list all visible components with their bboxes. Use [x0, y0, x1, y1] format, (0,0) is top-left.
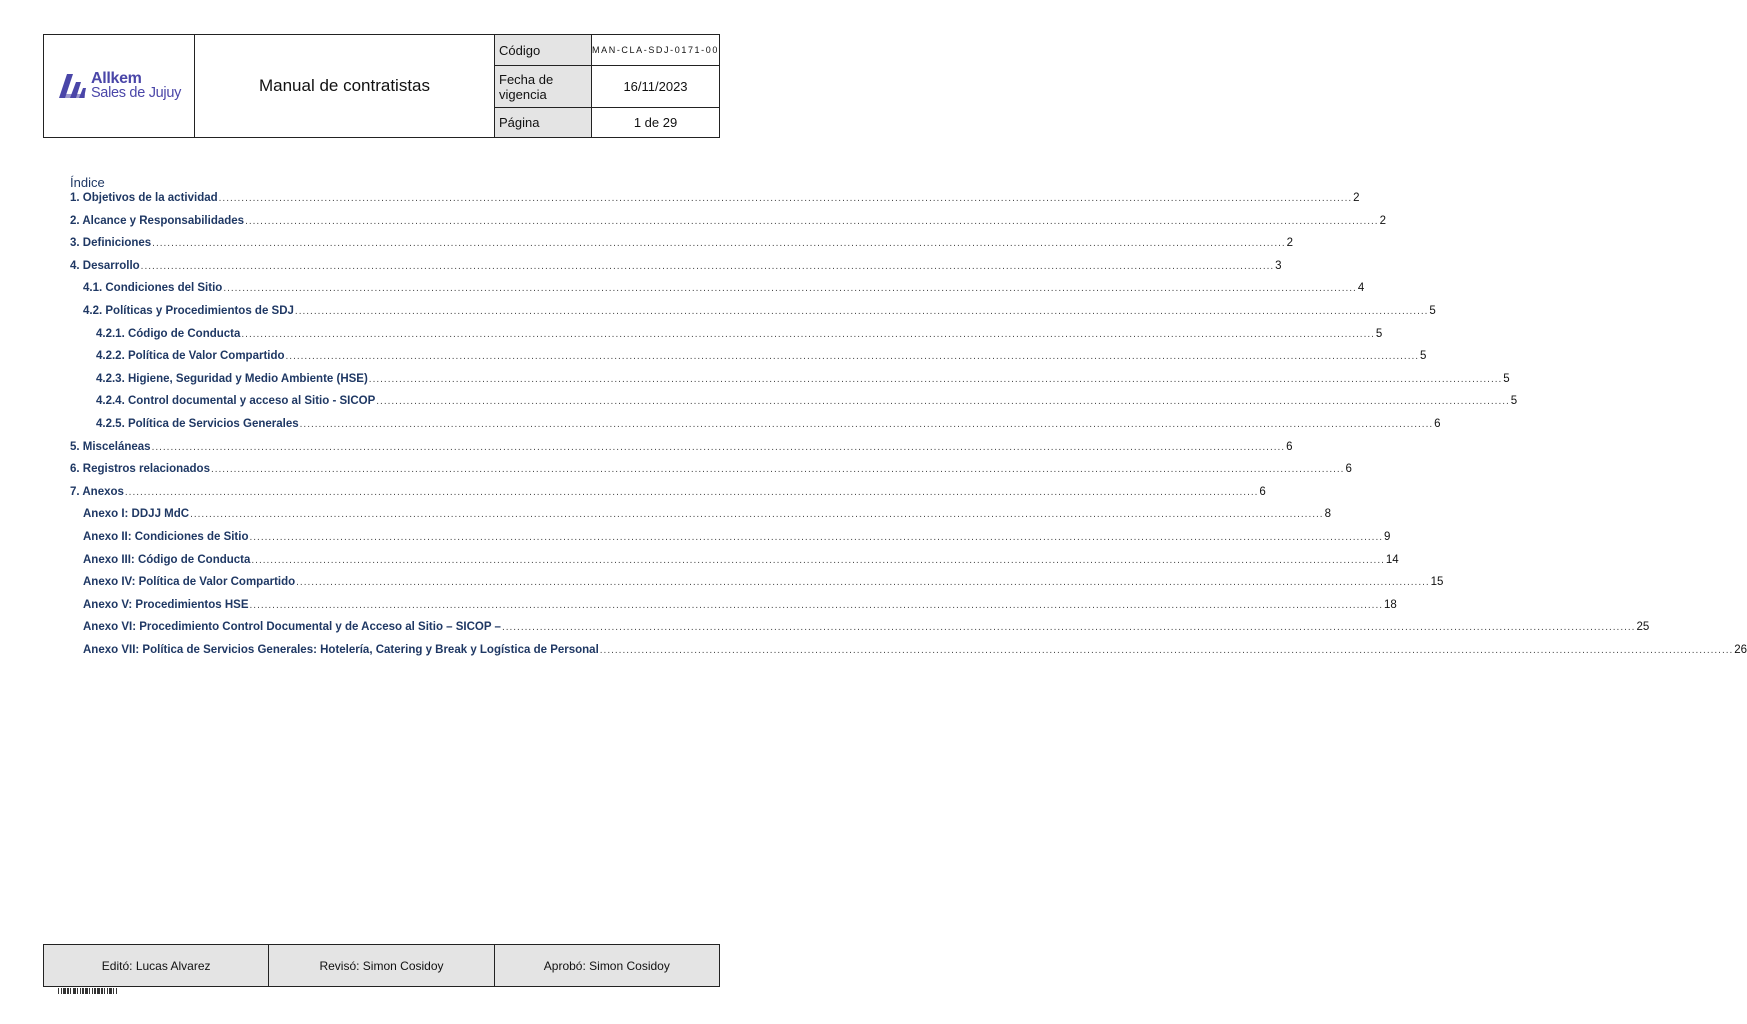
toc-leader-dots: ............................................................................................................................................................................................................................................................................................................	[501, 622, 1636, 634]
edited-by: Editó: Lucas Alvarez	[44, 945, 269, 986]
toc-entry[interactable]	[70, 417, 1441, 441]
toc-entry-label: 2. Alcance y Responsabilidades	[70, 214, 245, 227]
company-logo	[57, 71, 181, 101]
toc-entry[interactable]	[70, 440, 1293, 464]
toc-entry-page: 4	[1357, 282, 1365, 295]
toc-entry-label: Anexo V: Procedimientos HSE	[83, 598, 249, 611]
toc-entry-page: 5	[1375, 327, 1383, 340]
toc-entry-label: 4.2.3. Higiene, Seguridad y Medio Ambiente (HSE)	[96, 372, 368, 385]
toc-leader-dots: ............................................................................................................................................................................................................................................................................................................	[296, 577, 1430, 589]
toc-entry-label: 4.2.1. Código de Conducta	[96, 327, 241, 340]
code-value: MAN-CLA-SDJ-0171-00	[592, 45, 719, 55]
toc-entry-label: Anexo IV: Política de Valor Compartido	[83, 576, 296, 589]
toc-entry[interactable]	[70, 372, 1510, 396]
toc-leader-dots: ............................................................................................................................................................................................................................................................................................................	[245, 215, 1379, 227]
toc-leader-dots: ............................................................................................................................................................................................................................................................................................................	[218, 193, 1353, 204]
toc-leader-dots: ............................................................................................................................................................................................................................................................................................................	[285, 351, 1420, 363]
toc-entry-page: 5	[1420, 350, 1427, 363]
toc-entry-label: 4.2.4. Control documental y acceso al Sitio - SICOP	[96, 395, 376, 408]
toc-entry-page: 2	[1353, 192, 1360, 204]
toc-entry-page: 6	[1259, 485, 1266, 498]
toc-entry-page: 5	[1503, 372, 1510, 385]
approved-by: Aprobó: Simon Cosidoy	[543, 958, 670, 973]
allkem-logo-icon	[57, 72, 87, 100]
toc-entry-label: 3. Definiciones	[70, 237, 152, 250]
logo-cell	[44, 35, 195, 137]
toc-entry[interactable]	[70, 463, 1352, 486]
toc-entry[interactable]	[70, 192, 1360, 215]
toc-entry-label: 4.2.5. Política de Servicios Generales	[96, 417, 299, 430]
toc-list	[70, 192, 1747, 666]
toc-entry-page: 9	[1384, 530, 1391, 543]
toc-entry-label: 5. Misceláneas	[70, 440, 151, 453]
barcode-mark	[58, 988, 154, 997]
toc-entry-page: 15	[1430, 576, 1444, 589]
toc-entry[interactable]	[70, 553, 1399, 577]
toc-leader-dots: ............................................................................................................................................................................................................................................................................................................	[140, 260, 1275, 272]
toc-entry[interactable]	[70, 237, 1294, 260]
document-meta	[495, 35, 719, 137]
page-row	[495, 108, 719, 137]
toc-entry-page: 6	[1345, 463, 1352, 476]
toc-leader-dots: ............................................................................................................................................................................................................................................................................................................	[294, 305, 1429, 317]
logo-sub-text: Sales de Jujuy	[90, 85, 182, 101]
toc-entry-page: 25	[1636, 621, 1650, 634]
toc-heading: Índice	[70, 175, 105, 190]
toc-entry-page: 6	[1434, 417, 1441, 430]
toc-entry-page: 18	[1384, 598, 1397, 611]
toc-entry-label: 4.2. Políticas y Procedimientos de SDJ	[83, 304, 294, 317]
toc-leader-dots: ............................................................................................................................................................................................................................................................................................................	[151, 441, 1286, 453]
toc-entry[interactable]	[70, 598, 1397, 622]
document-header	[43, 34, 720, 138]
toc-leader-dots: ............................................................................................................................................................................................................................................................................................................	[152, 238, 1286, 250]
toc-entry-label: Anexo III: Código de Conducta	[83, 553, 251, 566]
toc-entry-page: 5	[1429, 304, 1436, 317]
toc-leader-dots: ............................................................................................................................................................................................................................................................................................................	[241, 328, 1375, 340]
toc-leader-dots: ............................................................................................................................................................................................................................................................................................................	[223, 283, 1357, 295]
toc-leader-dots: ............................................................................................................................................................................................................................................................................................................	[249, 531, 1383, 543]
toc-leader-dots: ............................................................................................................................................................................................................................................................................................................	[251, 554, 1385, 566]
toc-leader-dots: ............................................................................................................................................................................................................................................................................................................	[190, 509, 1324, 521]
toc-entry-page: 8	[1324, 508, 1331, 521]
toc-entry[interactable]	[70, 327, 1383, 351]
logo-brand-text: Allkem	[90, 70, 142, 87]
toc-leader-dots: ............................................................................................................................................................................................................................................................................................................	[124, 486, 1259, 498]
date-value: 16/11/2023	[623, 79, 688, 94]
toc-leader-dots: ............................................................................................................................................................................................................................................................................................................	[368, 373, 1503, 385]
toc-entry[interactable]	[70, 643, 1747, 667]
toc-leader-dots: ............................................................................................................................................................................................................................................................................................................	[249, 599, 1384, 611]
toc-entry-label: Anexo II: Condiciones de Sitio	[83, 530, 249, 543]
toc-entry-page: 5	[1510, 395, 1518, 408]
toc-entry-label: 4. Desarrollo	[70, 259, 140, 272]
page-label: Página	[495, 108, 592, 137]
toc-entry-page: 26	[1734, 643, 1747, 656]
reviewed-by: Revisó: Simon Cosidoy	[269, 945, 494, 986]
toc-entry-label: Anexo VI: Procedimiento Control Documental y de Acceso al Sitio – SICOP –	[83, 621, 501, 634]
toc-entry[interactable]	[70, 282, 1365, 305]
toc-entry[interactable]	[70, 395, 1518, 418]
toc-entry[interactable]	[70, 621, 1650, 644]
toc-entry-label: 7. Anexos	[70, 485, 124, 498]
toc-entry-label: 1. Objetivos de la actividad	[70, 192, 218, 204]
code-row	[495, 35, 719, 66]
code-label: Código	[495, 35, 592, 65]
toc-leader-dots: ............................................................................................................................................................................................................................................................................................................	[376, 396, 1510, 408]
toc-entry-page: 3	[1275, 259, 1282, 272]
toc-entry[interactable]	[70, 214, 1386, 238]
toc-leader-dots: ............................................................................................................................................................................................................................................................................................................	[299, 418, 1434, 430]
document-title: Manual de contratistas	[195, 35, 495, 137]
toc-entry-label: Anexo I: DDJJ MdC	[83, 508, 190, 521]
toc-leader-dots: ............................................................................................................................................................................................................................................................................................................	[599, 644, 1734, 656]
date-row	[495, 66, 719, 108]
document-footer	[43, 944, 720, 987]
toc-entry-label: 6. Registros relacionados	[70, 463, 210, 476]
toc-entry[interactable]	[70, 485, 1266, 509]
toc-entry-page: 6	[1286, 440, 1293, 453]
table-of-contents	[70, 175, 1747, 666]
toc-entry-page: 2	[1286, 237, 1294, 250]
toc-entry-page: 14	[1385, 553, 1399, 566]
toc-entry-page: 2	[1379, 214, 1386, 227]
toc-entry[interactable]	[70, 350, 1427, 373]
toc-entry[interactable]	[70, 530, 1391, 554]
toc-leader-dots: ............................................................................................................................................................................................................................................................................................................	[210, 464, 1345, 476]
toc-entry[interactable]	[70, 508, 1331, 531]
toc-entry[interactable]	[70, 259, 1282, 283]
toc-entry-label: Anexo VII: Política de Servicios Generales: Hotelería, Catering y Break y Logística de Personal	[83, 643, 599, 656]
toc-entry[interactable]	[70, 304, 1436, 328]
toc-entry-label: 4.1. Condiciones del Sitio	[83, 282, 223, 295]
date-label: Fecha de vigencia	[495, 66, 592, 107]
page-value: 1 de 29	[633, 115, 678, 130]
toc-entry[interactable]	[70, 576, 1444, 599]
toc-entry-label: 4.2.2. Política de Valor Compartido	[96, 350, 285, 363]
